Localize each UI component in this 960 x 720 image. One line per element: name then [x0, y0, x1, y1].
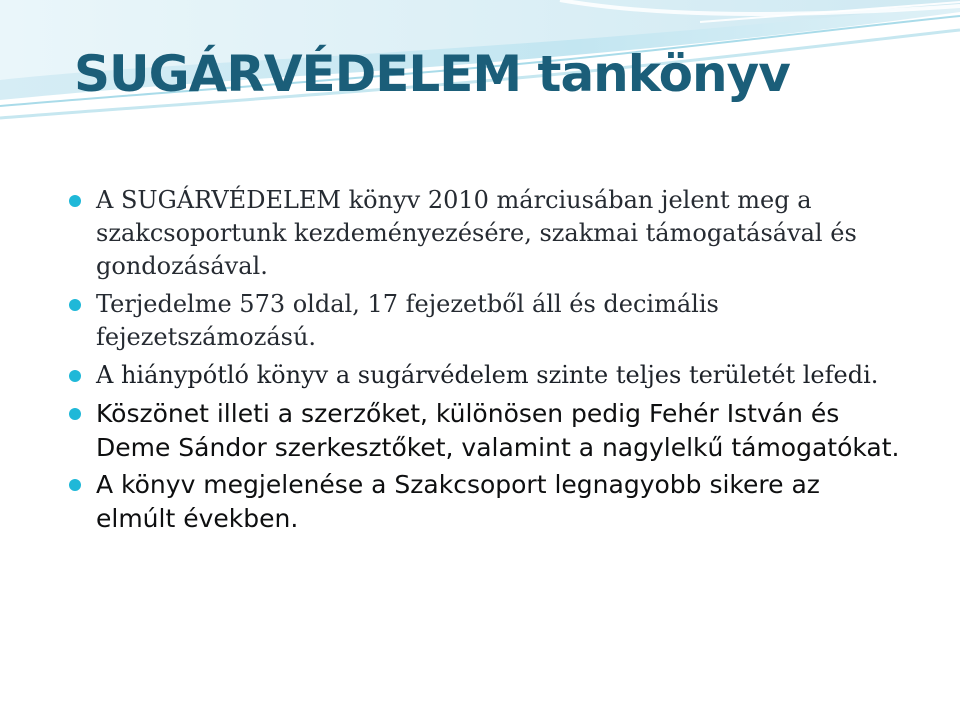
bullet-dot-icon [69, 408, 81, 420]
slide-title: SUGÁRVÉDELEM tankönyv [74, 45, 790, 103]
bullet-item [96, 359, 904, 392]
bullet-dot-icon [69, 195, 81, 207]
bullet-item [96, 397, 904, 465]
bullet-text: A SUGÁRVÉDELEM könyv 2010 márciusában jelent meg a szakcsoportunk kezdeményezésére, szakmai támogatásával és gondozásával. [96, 186, 857, 280]
bullet-item [96, 468, 904, 536]
bullet-text: Terjedelme 573 oldal, 17 fejezetből áll és decimális fejezetszámozású. [96, 290, 719, 351]
bullet-item [96, 184, 904, 283]
bullet-text: A hiánypótló könyv a sugárvédelem szinte teljes területét lefedi. [96, 361, 879, 389]
bullet-dot-icon [69, 299, 81, 311]
bullet-dot-icon [69, 479, 81, 491]
bullet-text: A könyv megjelenése a Szakcsoport legnagyobb sikere az elmúlt években. [96, 470, 820, 533]
bullet-text: Köszönet illeti a szerzőket, különösen pedig Fehér István és Deme Sándor szerkesztőket, valamint a nagylelkű támogatókat. [96, 399, 900, 462]
bullet-item [96, 288, 904, 354]
bullet-dot-icon [69, 370, 81, 382]
bullet-list [96, 184, 904, 539]
